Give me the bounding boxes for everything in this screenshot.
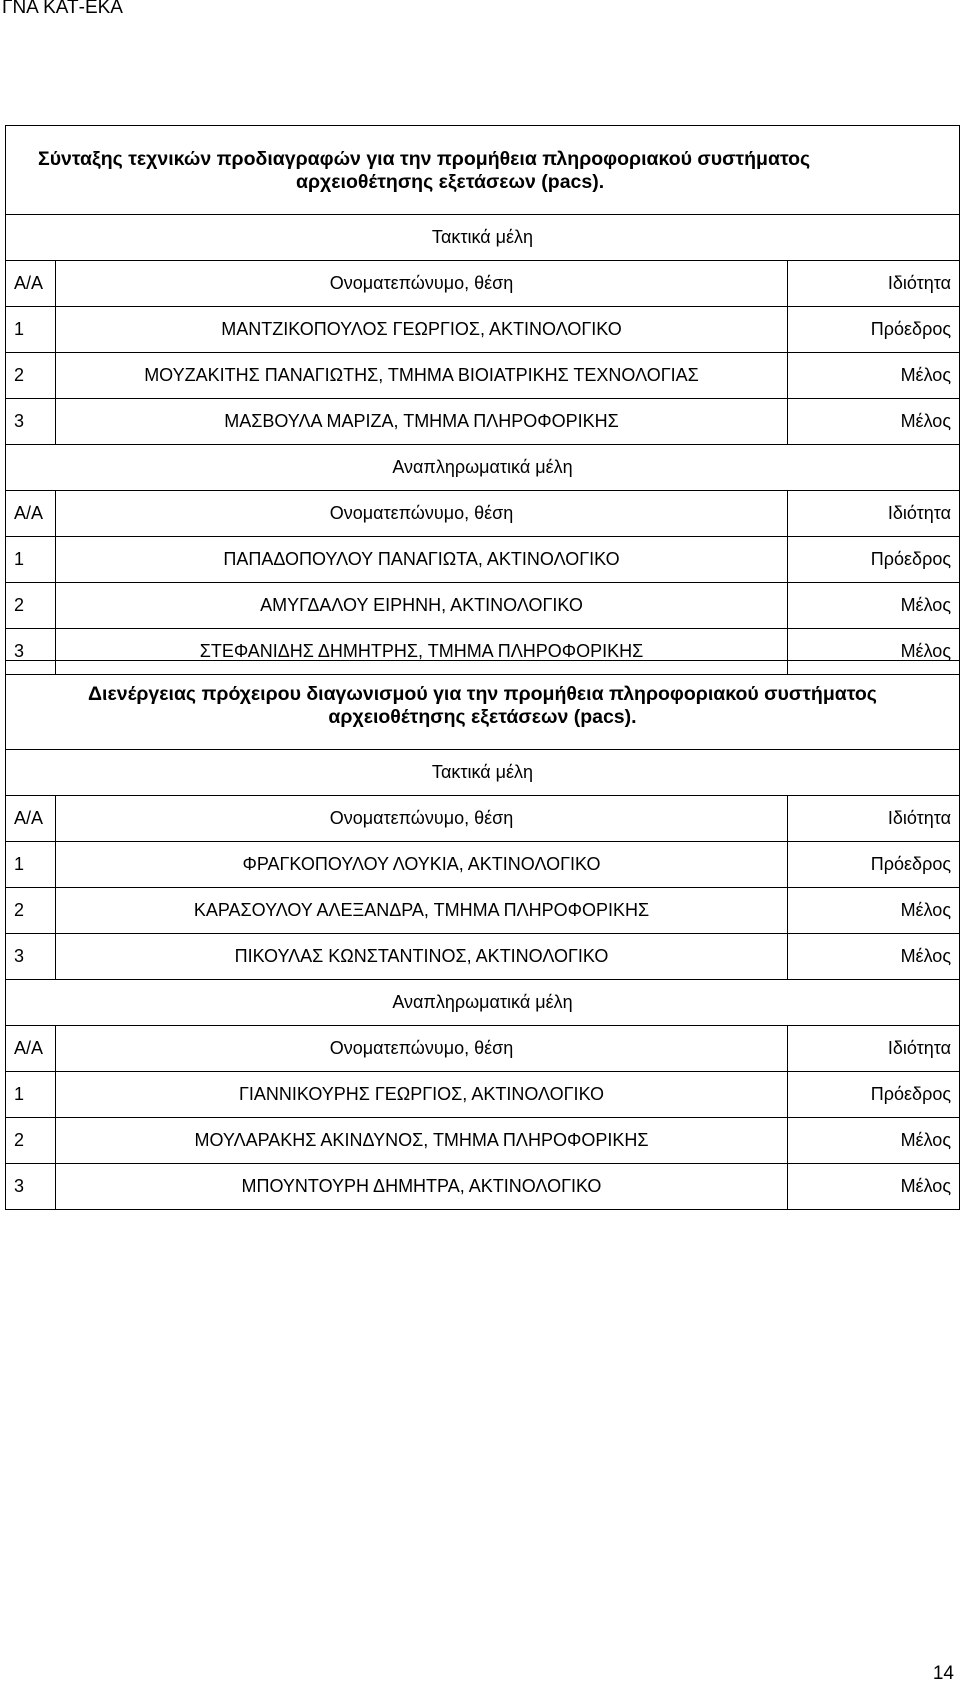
committee-title-line-1: Σύνταξης τεχνικών προδιαγραφών για την προμήθεια πληροφοριακού συστήματος [38,148,811,170]
row-num: 1 [6,842,56,888]
section-label-substitutes: Αναπληρωματικά μέλη [6,445,960,491]
row-num: 2 [6,583,56,629]
row-name: ΜΟΥΖΑΚΙΤΗΣ ΠΑΝΑΓΙΩΤΗΣ, ΤΜΗΜΑ ΒΙΟΙΑΤΡΙΚΗΣ ΤΕΧΝΟΛΟΓΙΑΣ [56,353,788,399]
column-header-name: Ονοματεπώνυμο, θέση [56,261,788,307]
table-row [6,583,960,629]
row-name: ΜΑΝΤΖΙΚΟΠΟΥΛΟΣ ΓΕΩΡΓΙΟΣ, ΑΚΤΙΝΟΛΟΓΙΚΟ [56,307,788,353]
committee-title-row [6,661,960,750]
column-header-role: Ιδιότητα [787,261,959,307]
row-num: 2 [6,1118,56,1164]
column-header-num: Α/Α [6,261,56,307]
table-row [6,307,960,353]
row-name: ΑΜΥΓΔΑΛΟΥ ΕΙΡΗΝΗ, ΑΚΤΙΝΟΛΟΓΙΚΟ [56,583,788,629]
row-num: 2 [6,353,56,399]
row-role: Μέλος [787,353,959,399]
table-row [6,1164,960,1210]
row-role: Μέλος [787,888,959,934]
row-name: ΜΠΟΥΝΤΟΥΡΗ ΔΗΜΗΤΡΑ, ΑΚΤΙΝΟΛΟΓΙΚΟ [56,1164,788,1210]
row-name: ΜΟΥΛΑΡΑΚΗΣ ΑΚΙΝΔΥΝΟΣ, ΤΜΗΜΑ ΠΛΗΡΟΦΟΡΙΚΗΣ [56,1118,788,1164]
row-num: 3 [6,1164,56,1210]
row-role: Πρόεδρος [787,1072,959,1118]
page-number: 14 [932,1663,954,1684]
row-role: Πρόεδρος [787,537,959,583]
column-header-num: Α/Α [6,491,56,537]
committee-table-2 [5,660,960,1210]
row-role: Μέλος [787,629,959,675]
row-name: ΦΡΑΓΚΟΠΟΥΛΟΥ ΛΟΥΚΙΑ, ΑΚΤΙΝΟΛΟΓΙΚΟ [56,842,788,888]
column-header-row [6,261,960,307]
committee-title [6,661,960,750]
section-row [6,980,960,1026]
table-row [6,934,960,980]
column-header-role: Ιδιότητα [787,1026,959,1072]
row-role: Πρόεδρος [787,842,959,888]
section-label-regular: Τακτικά μέλη [6,215,960,261]
committee-title-line-2: αρχειοθέτησης εξετάσεων (pacs). [296,171,605,193]
row-name: ΜΑΣΒΟΥΛΑ ΜΑΡΙΖΑ, ΤΜΗΜΑ ΠΛΗΡΟΦΟΡΙΚΗΣ [56,399,788,445]
row-num: 3 [6,629,56,675]
column-header-name: Ονοματεπώνυμο, θέση [56,796,788,842]
row-num: 1 [6,537,56,583]
section-label-regular: Τακτικά μέλη [6,750,960,796]
row-role: Μέλος [787,934,959,980]
committee-table-1 [5,125,960,675]
row-name: ΚΑΡΑΣΟΥΛΟΥ ΑΛΕΞΑΝΔΡΑ, ΤΜΗΜΑ ΠΛΗΡΟΦΟΡΙΚΗΣ [56,888,788,934]
committee-title-line-1: Διενέργειας πρόχειρου διαγωνισμού για την προμήθεια πληροφοριακού συστήματος [88,683,877,705]
committee-title-row [6,126,960,215]
committee-title [6,126,960,215]
section-row [6,215,960,261]
row-role: Μέλος [787,583,959,629]
table-row [6,842,960,888]
row-role: Μέλος [787,1118,959,1164]
table-row [6,1118,960,1164]
row-num: 3 [6,934,56,980]
table-row [6,399,960,445]
table-row [6,537,960,583]
column-header-role: Ιδιότητα [787,491,959,537]
row-num: 1 [6,307,56,353]
row-role: Μέλος [787,1164,959,1210]
column-header-role: Ιδιότητα [787,796,959,842]
row-role: Πρόεδρος [787,307,959,353]
column-header-name: Ονοματεπώνυμο, θέση [56,1026,788,1072]
section-row [6,750,960,796]
committee-title-line-2: αρχειοθέτησης εξετάσεων (pacs). [328,706,637,728]
row-num: 2 [6,888,56,934]
section-label-substitutes: Αναπληρωματικά μέλη [6,980,960,1026]
table-row [6,1072,960,1118]
table-row [6,353,960,399]
row-num: 1 [6,1072,56,1118]
row-name: ΣΤΕΦΑΝΙΔΗΣ ΔΗΜΗΤΡΗΣ, ΤΜΗΜΑ ΠΛΗΡΟΦΟΡΙΚΗΣ [56,629,788,675]
column-header-row [6,796,960,842]
row-name: ΓΙΑΝΝΙΚΟΥΡΗΣ ΓΕΩΡΓΙΟΣ, ΑΚΤΙΝΟΛΟΓΙΚΟ [56,1072,788,1118]
column-header-row [6,491,960,537]
column-header-name: Ονοματεπώνυμο, θέση [56,491,788,537]
column-header-num: Α/Α [6,1026,56,1072]
document-header: ΓΝΑ ΚΑΤ-ΕΚΑ [2,0,123,18]
column-header-row [6,1026,960,1072]
column-header-num: Α/Α [6,796,56,842]
table-row [6,888,960,934]
section-row [6,445,960,491]
row-num: 3 [6,399,56,445]
row-name: ΠΙΚΟΥΛΑΣ ΚΩΝΣΤΑΝΤΙΝΟΣ, ΑΚΤΙΝΟΛΟΓΙΚΟ [56,934,788,980]
row-name: ΠΑΠΑΔΟΠΟΥΛΟΥ ΠΑΝΑΓΙΩΤΑ, ΑΚΤΙΝΟΛΟΓΙΚΟ [56,537,788,583]
row-role: Μέλος [787,399,959,445]
